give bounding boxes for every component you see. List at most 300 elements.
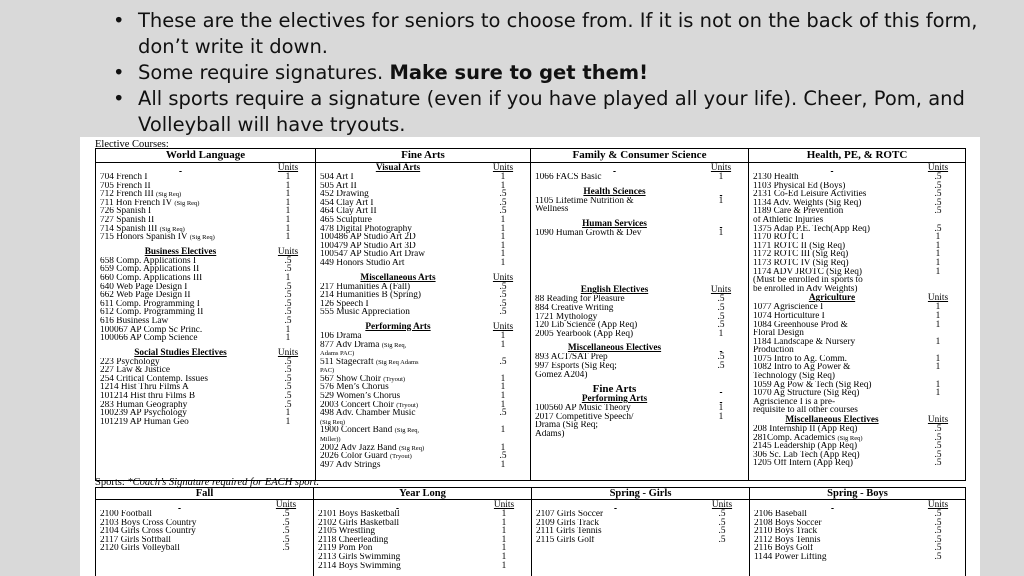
course-units: 1 (500, 172, 506, 182)
course-units: 1 (935, 249, 941, 260)
course-item (320, 300, 476, 309)
course-item (753, 425, 911, 434)
course-units: .5 (499, 298, 507, 309)
header-spring-girls: Spring - Girls (532, 488, 750, 500)
course-item (753, 398, 911, 407)
course-units: 1 (935, 257, 941, 268)
list-performing-arts (320, 332, 476, 470)
social-studies-title: Social Studies Electives (134, 347, 227, 358)
units-column (911, 510, 965, 562)
course-units: 1 (500, 180, 506, 191)
course-item (753, 285, 911, 294)
course-units: .5 (284, 264, 292, 275)
course-units: .5 (284, 365, 292, 376)
course-units: 1 (285, 189, 291, 200)
course-item (535, 197, 694, 206)
course-name: 2116 Boys Golf (754, 544, 814, 553)
course-name: 2104 Girls Cross Country (100, 527, 196, 536)
course-units (694, 421, 748, 430)
misc-arts-title: Miscellaneous Arts (360, 272, 436, 283)
course-item (320, 435, 476, 444)
course-units: 1 (935, 310, 941, 321)
course-name: 660 Comp. Applications III (100, 273, 203, 283)
course-units: .5 (934, 206, 942, 217)
course-item (320, 392, 476, 401)
units-column (694, 353, 748, 379)
course-name: 2111 Girls Tennis (536, 527, 602, 536)
course-units: .5 (934, 432, 942, 443)
course-name: 712 French III (100, 190, 154, 199)
course-name: 208 Internship II (App Req) (753, 425, 858, 434)
course-item (753, 242, 911, 251)
course-item (535, 421, 694, 430)
course-name: 2103 Boys Cross Country (100, 518, 197, 528)
course-units: 1 (500, 399, 506, 410)
course-note: Miller)) (320, 436, 341, 444)
course-item (320, 358, 476, 367)
course-item (318, 536, 477, 545)
course-units: .5 (284, 298, 292, 309)
units-label: Units (277, 246, 299, 257)
course-item (320, 349, 476, 358)
course-name: 1171 ROTC II (Sig Req) (753, 241, 846, 251)
bullet-1: • These are the electives for seniors to choose from. If it is not on the back of this form, don’t write it down. (110, 8, 990, 60)
course-units: .5 (934, 189, 942, 200)
course-units: 1 (500, 257, 506, 268)
course-units: 1 (501, 526, 507, 537)
units-label: Units (710, 285, 732, 296)
course-name: 727 Spanish II (100, 215, 155, 225)
course-units: 1 (935, 240, 941, 251)
units-column (476, 332, 530, 470)
course-item (100, 326, 261, 335)
course-units: 1 (718, 172, 724, 182)
course-item (100, 265, 261, 274)
list-social-studies (100, 358, 261, 427)
units-label: Units (493, 500, 515, 510)
course-note: PAC) (320, 367, 335, 375)
units-column (911, 173, 965, 293)
course-item (753, 259, 911, 268)
course-units: .5 (499, 206, 507, 217)
course-units: 1 (285, 172, 291, 182)
course-units: .5 (717, 294, 725, 305)
course-item (100, 308, 261, 317)
course-units: .5 (718, 517, 726, 528)
elective-courses-table (95, 148, 966, 481)
course-units: 1 (500, 249, 506, 260)
course-name: 1103 Physical Ed (Boys) (753, 181, 846, 191)
course-name: 100547 AP Studio Art Draw (320, 250, 426, 259)
course-units: 1 (285, 408, 291, 419)
course-item (536, 536, 695, 545)
course-name: 1189 Care & Prevention (753, 207, 844, 216)
course-units: .5 (934, 180, 942, 191)
course-item (753, 268, 911, 277)
course-item (320, 426, 476, 435)
course-item (753, 182, 911, 191)
course-name: 1084 Greenhouse Prod & (753, 320, 848, 330)
course-item (100, 375, 261, 384)
course-units: 1 (501, 534, 507, 545)
course-item (753, 338, 911, 347)
course-note: (Sig Req, (394, 427, 420, 435)
course-item (753, 389, 911, 398)
course-name: 2114 Boys Swimming (318, 561, 401, 571)
course-item (100, 291, 261, 300)
course-name: 567 Show Choir (320, 374, 381, 384)
course-units: 1 (500, 339, 506, 350)
course-name: 100479 AP Studio Art 3D (320, 241, 416, 251)
course-units (694, 430, 748, 439)
units-column (476, 173, 530, 268)
course-item (320, 341, 476, 350)
course-item (320, 383, 476, 392)
course-item (536, 527, 695, 536)
course-name: 640 Web Page Design I (100, 282, 188, 292)
course-item (753, 173, 911, 182)
course-item (535, 404, 694, 413)
course-item (320, 375, 476, 384)
list-business (100, 257, 261, 343)
section-world-language (96, 163, 315, 242)
course-item (320, 401, 476, 410)
course-name: 1090 Human Growth & Dev (535, 228, 642, 238)
course-units: .5 (282, 509, 290, 519)
course-units: .5 (934, 551, 942, 562)
course-item (754, 553, 911, 562)
bullet-3: • All sports require a signature (even if you have played all your life). Cheer, Pom, and Volleyball will have tryouts. (110, 86, 990, 138)
elective-form-scan (80, 137, 980, 576)
course-item (535, 353, 694, 362)
course-units: 1 (500, 373, 506, 384)
header-health-pe-rotc: Health, PE, & ROTC (749, 149, 966, 163)
course-name: 662 Web Page Design II (100, 291, 191, 300)
course-name: 2119 Pom Pon (318, 544, 373, 553)
course-units: .5 (934, 424, 942, 435)
course-units: .5 (934, 526, 942, 537)
family-consumer-column (531, 163, 748, 480)
course-name: 2120 Girls Volleyball (100, 544, 180, 553)
course-item (100, 199, 261, 208)
units-column (261, 257, 315, 343)
course-name: 306 Sc. Lab Tech (App Req) (753, 450, 860, 460)
course-item (100, 366, 261, 375)
slide-bullets (110, 8, 990, 138)
list-world-language (100, 173, 261, 242)
units-label: Units (492, 163, 514, 173)
sports-table (95, 487, 966, 576)
course-units: .5 (499, 307, 507, 318)
units-label: Units (275, 500, 297, 510)
course-name: 2108 Boys Soccer (754, 518, 822, 528)
course-name: Adams) (535, 429, 565, 439)
course-item (320, 199, 476, 208)
course-units: .5 (718, 534, 726, 545)
course-units: 1 (500, 240, 506, 251)
course-units: 1 (285, 180, 291, 191)
course-name: 2026 Color Guard (320, 452, 388, 461)
course-name: 88 Reading for Pleasure (535, 295, 625, 304)
course-name: 2131 Co-Ed Leisure Activities (753, 190, 867, 199)
business-title: Business Electives (144, 246, 217, 257)
course-item (754, 527, 911, 536)
course-name: 223 Psychology (100, 357, 160, 367)
course-units: 1 (501, 551, 507, 562)
course-item (318, 510, 477, 519)
course-item (753, 372, 911, 381)
course-name: 254 Critical Contemp. Issues (100, 374, 208, 384)
course-units: 1 (935, 232, 941, 243)
units-label: Units (277, 347, 299, 358)
course-name: 705 French II (100, 181, 151, 191)
units-column (694, 197, 748, 214)
header-fall: Fall (96, 488, 314, 500)
course-units: 1 (500, 391, 506, 402)
course-name: 2005 Yearbook (App Req) (535, 329, 634, 339)
course-units: .5 (717, 320, 725, 331)
course-units: .5 (717, 311, 725, 322)
units-column (694, 229, 748, 238)
course-units: 1 (500, 330, 506, 341)
course-name: 454 Clay Art I (320, 198, 374, 208)
section-year-long (314, 500, 531, 570)
section-fall (96, 500, 313, 553)
course-name: 715 Honors Spanish IV (100, 233, 188, 242)
course-name: 529 Women’s Chorus (320, 392, 401, 401)
course-item (753, 250, 911, 259)
course-name: be enrolled in Adv Weights) (753, 284, 858, 294)
human-services-title: Human Services (582, 218, 647, 229)
section-performing-arts (316, 322, 530, 470)
course-item (535, 330, 694, 339)
course-name: 465 Sculpture (320, 215, 372, 225)
course-note: (Sig Req) (156, 191, 182, 199)
course-name: 100066 AP Comp Science (100, 334, 198, 343)
course-item (535, 295, 694, 304)
course-note: (Sig Req, (381, 341, 407, 349)
course-item (100, 283, 261, 292)
course-units: 1 (500, 214, 506, 225)
course-item (320, 225, 476, 234)
section-spring-boys (750, 500, 965, 562)
list-facs (535, 173, 694, 182)
bullet-2 (110, 60, 990, 86)
course-item (320, 250, 476, 259)
world-language-column (96, 163, 315, 480)
course-item (753, 451, 911, 460)
course-item (320, 233, 476, 242)
bullet-2-emphasis: Make sure to get them! (389, 61, 649, 84)
course-units: .5 (718, 509, 726, 519)
course-item (753, 225, 911, 234)
units-column (694, 173, 748, 182)
course-item (753, 406, 911, 415)
course-item (754, 519, 911, 528)
course-item (320, 444, 476, 453)
course-item (753, 321, 911, 330)
course-name: 120 Lib Science (App Req) (535, 321, 638, 330)
course-units: 1 (500, 382, 506, 393)
course-name: 2110 Boys Track (754, 527, 818, 536)
list-spring-girls (536, 510, 695, 544)
course-name: 100560 AP Music Theory (535, 404, 631, 413)
units-column (694, 295, 748, 338)
performing-arts-title: Performing Arts (365, 321, 431, 332)
header-fine-arts: Fine Arts (316, 149, 531, 163)
course-item (100, 257, 261, 266)
course-item (753, 312, 911, 321)
course-name: 1205 Off Intern (App Req) (753, 459, 854, 468)
course-name: 106 Drama (320, 331, 362, 341)
course-name: 449 Honors Studio Art (320, 258, 405, 268)
course-name: 452 Drawing (320, 190, 369, 199)
course-name: 2002 Adv Jazz Band (320, 443, 397, 453)
course-name: 2118 Cheerleading (318, 535, 389, 545)
course-name: 726 Spanish I (100, 207, 152, 216)
course-item (320, 291, 476, 300)
health-pe-rotc-column (749, 163, 965, 480)
course-units: .5 (284, 399, 292, 410)
course-units: .5 (718, 526, 726, 537)
course-name: 2017 Competitive Speech/ (535, 412, 634, 422)
course-name: 2117 Girls Softball (100, 535, 171, 545)
course-name: 893 ACT/SAT Prep (535, 353, 608, 362)
course-note: (Sig Req Adams (375, 358, 419, 366)
course-units: 1 (718, 403, 724, 414)
bullet-2-text: Some require signatures. (138, 61, 390, 84)
course-units: 1 (285, 197, 291, 208)
course-name: 1105 Lifetime Nutrition & (535, 196, 634, 206)
course-units: .5 (284, 391, 292, 402)
course-units: 1 (935, 353, 941, 364)
units-column (911, 303, 965, 415)
course-units: .5 (934, 172, 942, 182)
course-units: .5 (499, 281, 507, 292)
course-item (320, 216, 476, 225)
list-visual-arts (320, 173, 476, 268)
agriculture-title: Agriculture (808, 293, 856, 304)
course-item (754, 510, 911, 519)
course-item (535, 205, 694, 214)
course-units: 1 (500, 232, 506, 243)
course-name: 2130 Health (753, 173, 799, 182)
course-item (100, 358, 261, 367)
course-item (318, 519, 477, 528)
list-performing-arts-2 (535, 404, 694, 438)
course-units: .5 (284, 373, 292, 384)
section-human-services (531, 219, 748, 238)
course-name: 1070 Ag Structure (Sig Req) (753, 389, 860, 398)
course-note: (Sig Req) (399, 444, 425, 452)
course-units: .5 (284, 281, 292, 292)
course-note: (Sig Req) (837, 434, 863, 442)
course-name: 100486 AP Studio Art 2D (320, 233, 416, 242)
course-item (100, 207, 261, 216)
course-name: 714 Spanish III (100, 224, 158, 234)
course-item (753, 355, 911, 364)
course-item (100, 519, 259, 528)
course-name: 2112 Boys Tennis (754, 535, 821, 545)
course-name: 2145 Leadership (App Req) (753, 442, 858, 451)
list-misc-arts (320, 283, 476, 317)
units-label: Units (492, 272, 514, 283)
course-name: 576 Men’s Chorus (320, 383, 389, 393)
course-name: 100239 AP Psychology (100, 409, 187, 418)
course-item (100, 225, 261, 234)
section-english (531, 285, 748, 338)
course-name: 555 Music Appreciation (320, 308, 410, 317)
list-health-sciences (535, 197, 694, 214)
course-units: 1 (500, 425, 506, 436)
performing-arts-2-title: Performing Arts (581, 394, 648, 405)
course-item (753, 303, 911, 312)
course-item (318, 527, 477, 536)
list-health (753, 173, 911, 293)
course-units: 1 (285, 333, 291, 344)
course-units: .5 (499, 189, 507, 200)
header-spring-boys: Spring - Boys (750, 488, 966, 500)
section-facs (531, 163, 748, 182)
course-item (753, 442, 911, 451)
course-units: 1 (501, 509, 507, 519)
course-name: 126 Speech I (320, 299, 369, 309)
section-visual-arts (316, 163, 530, 268)
course-name: 1074 Horticulture I (753, 311, 825, 321)
course-units: .5 (284, 382, 292, 393)
course-item (535, 371, 694, 380)
course-name: 1077 Agriscience I (753, 303, 824, 312)
elective-courses-title: Elective Courses: (95, 139, 169, 150)
course-item (753, 329, 911, 338)
course-units: .5 (284, 255, 292, 266)
course-item (100, 317, 261, 326)
course-note: (Sig Req) (159, 225, 185, 233)
course-item (320, 332, 476, 341)
misc-electives-2-title: Miscellaneous Electives (785, 415, 879, 426)
course-item (753, 216, 911, 225)
course-item (100, 334, 261, 343)
course-name: 2100 Football (100, 510, 152, 519)
course-units (911, 276, 965, 285)
course-units: 1 (501, 517, 507, 528)
course-item (535, 430, 694, 439)
course-item (100, 182, 261, 191)
course-item (753, 381, 911, 390)
course-name: 283 Human Geography (100, 400, 188, 410)
course-name: 2003 Concert Choir (320, 400, 394, 410)
course-name: 704 French I (100, 173, 148, 182)
units-label: Units (927, 415, 949, 426)
course-units: .5 (282, 543, 290, 554)
course-name: 1172 ROTC III (Sig Req) (753, 250, 849, 259)
course-item (753, 459, 911, 468)
course-item (753, 276, 911, 285)
misc-electives-title: Miscellaneous Electives (567, 343, 662, 354)
course-name: 1144 Power Lifting (754, 552, 827, 562)
course-item (318, 553, 477, 562)
course-name: 217 Humanities A (Fall) (320, 282, 411, 292)
course-units: .5 (284, 315, 292, 326)
course-units: .5 (717, 360, 725, 371)
list-misc-electives-2 (753, 425, 911, 468)
list-misc-electives (535, 353, 694, 379)
course-units: 1 (500, 459, 506, 470)
course-item (320, 207, 476, 216)
course-name: 1375 Adap P.E. Tech(App Req) (753, 224, 870, 234)
course-units: 1 (718, 195, 724, 206)
course-name: 214 Humanities B (Spring) (320, 291, 421, 300)
